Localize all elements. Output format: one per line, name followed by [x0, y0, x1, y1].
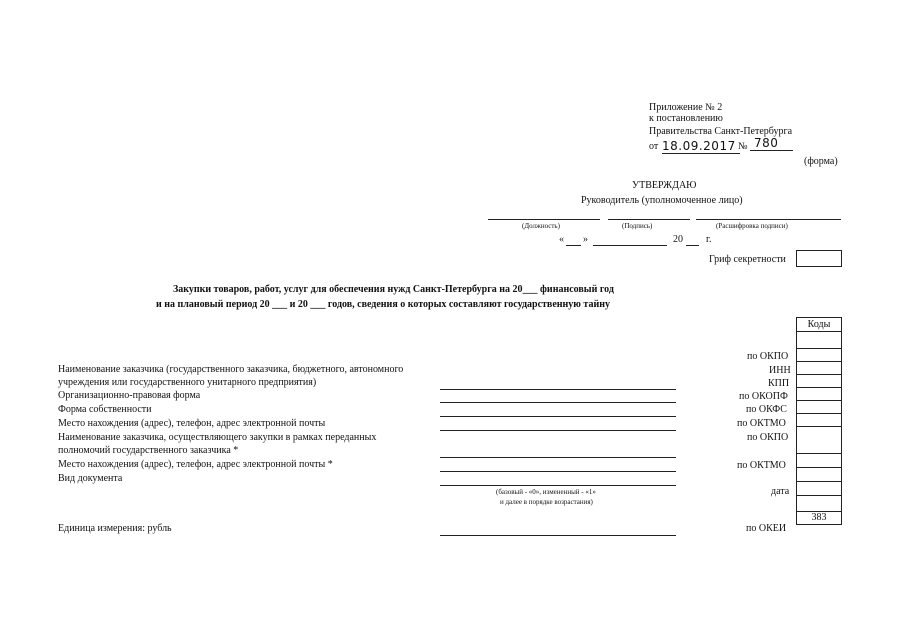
- codes-cell-kpp: [796, 375, 842, 388]
- fill-line-ownership: [440, 416, 676, 417]
- fill-line-location: [440, 430, 676, 431]
- caption-signature: (Подпись): [622, 222, 653, 230]
- label-date: дата: [771, 486, 790, 497]
- codes-cell-blank: [796, 332, 842, 349]
- date-year-prefix: 20: [673, 234, 683, 245]
- decryption-line: [696, 219, 841, 220]
- codes-header: Коды: [796, 317, 842, 332]
- codes-cell-okei: 383: [796, 512, 842, 525]
- doc-note-line2: и далее в порядке возрастания): [500, 498, 593, 506]
- date-month-line: [593, 245, 667, 246]
- label-okpo: по ОКПО: [747, 351, 789, 362]
- date-year-suffix: г.: [706, 234, 712, 245]
- label-okei: по ОКЕИ: [746, 523, 787, 534]
- field-customer-line2: учреждения или государственного унитарного предприятия): [58, 377, 317, 388]
- title-line1: Закупки товаров, работ, услуг для обеспечения нужд Санкт-Петербурга на 20___ финансовый год: [173, 284, 614, 295]
- form-label: (форма): [804, 156, 838, 167]
- fill-line-customer: [440, 389, 676, 390]
- approval-subheading: Руководитель (уполномоченное лицо): [581, 195, 743, 206]
- approval-heading: УТВЕРЖДАЮ: [632, 180, 697, 191]
- secrecy-label: Гриф секретности: [709, 254, 786, 265]
- codes-cell-blank2: [796, 496, 842, 512]
- label-oktmo2: по ОКТМО: [737, 460, 786, 471]
- field-delegated-line1: Наименование заказчика, осуществляющего закупки в рамках переданных: [58, 432, 377, 443]
- signature-line: [608, 219, 690, 220]
- appendix-number-label: №: [738, 141, 748, 152]
- date-year-line: [686, 245, 699, 246]
- codes-cell-okpo: [796, 349, 842, 362]
- appendix-line2: к постановлению: [649, 113, 723, 124]
- codes-cell-oktmo: [796, 414, 842, 427]
- field-unit: Единица измерения: рубль: [58, 523, 172, 534]
- field-ownership-form: Форма собственности: [58, 404, 152, 415]
- caption-position: (Должность): [522, 222, 560, 230]
- appendix-line3: Правительства Санкт-Петербурга: [649, 126, 793, 137]
- fill-line-doc-type: [440, 485, 676, 486]
- codes-cell-okopf: [796, 388, 842, 401]
- label-okpo2: по ОКПО: [747, 432, 789, 443]
- fill-line-location2: [440, 471, 676, 472]
- fill-line-delegated: [440, 457, 676, 458]
- appendix-number: 780: [754, 136, 779, 150]
- codes-cell-oktmo2: [796, 454, 842, 468]
- appendix-date-line: [662, 153, 740, 154]
- codes-table: [796, 317, 842, 525]
- codes-cell-inn: [796, 362, 842, 375]
- field-legal-form: Организационно-правовая форма: [58, 390, 201, 401]
- field-customer-line1: Наименование заказчика (государственного заказчика, бюджетного, автономного: [58, 364, 404, 375]
- codes-cell-okfs: [796, 401, 842, 414]
- field-location2: Место нахождения (адрес), телефон, адрес электронной почты *: [58, 459, 333, 470]
- appendix-title: Приложение № 2: [649, 102, 723, 113]
- position-line: [488, 219, 600, 220]
- fill-line-unit: [440, 535, 676, 536]
- label-kpp: КПП: [768, 378, 790, 389]
- doc-note-line1: (базовый - «0», измененный - «1»: [496, 488, 596, 496]
- field-doc-type: Вид документа: [58, 473, 123, 484]
- codes-cell-okpo2: [796, 427, 842, 454]
- secrecy-box: [796, 250, 842, 267]
- date-day-line: [566, 245, 581, 246]
- codes-cell-date: [796, 482, 842, 496]
- title-line2: и на плановый период 20 ___ и 20 ___ годов, сведения о которых составляют государственную тайну: [156, 299, 610, 310]
- caption-decryption: (Расшифровка подписи): [716, 222, 788, 230]
- field-delegated-line2: полномочий государственного заказчика *: [58, 445, 239, 456]
- appendix-from-label: от: [649, 141, 659, 152]
- date-open-quote: «: [559, 234, 564, 245]
- codes-cell-doc: [796, 468, 842, 482]
- field-location: Место нахождения (адрес), телефон, адрес электронной почты: [58, 418, 326, 429]
- appendix-date: 18.09.2017: [662, 139, 736, 153]
- appendix-number-line: [750, 150, 793, 151]
- fill-line-legal-form: [440, 402, 676, 403]
- label-okopf: по ОКОПФ: [739, 391, 788, 402]
- label-inn: ИНН: [769, 365, 791, 376]
- date-close-quote: »: [583, 234, 588, 245]
- label-oktmo: по ОКТМО: [737, 418, 786, 429]
- label-okfs: по ОКФС: [746, 404, 787, 415]
